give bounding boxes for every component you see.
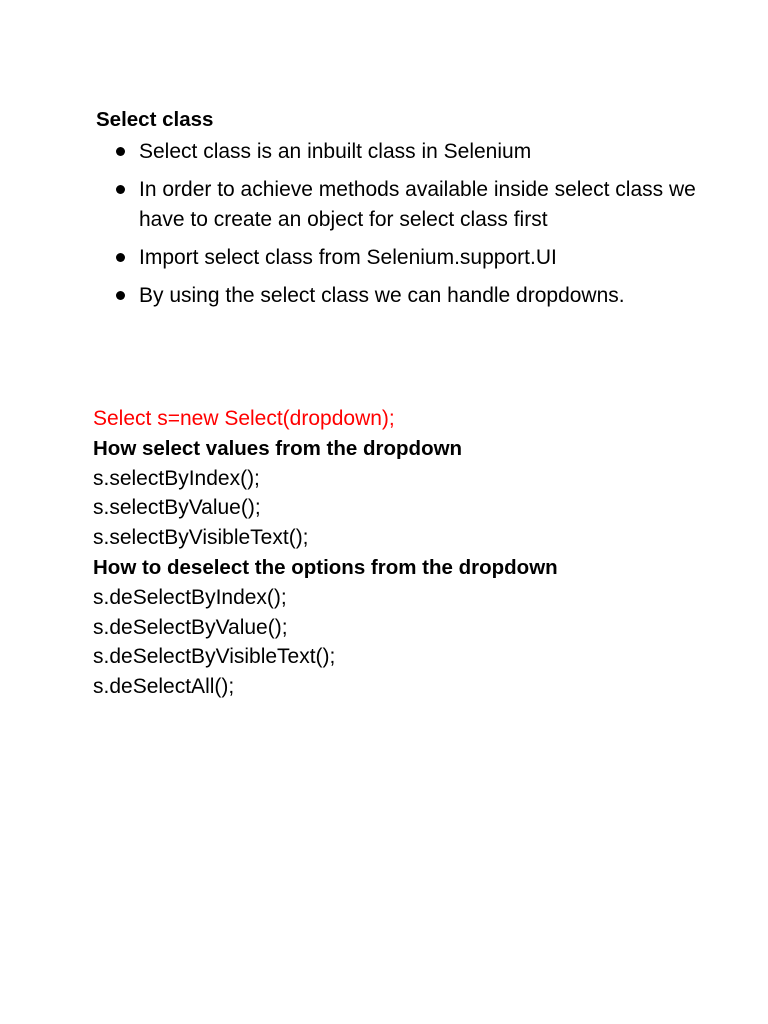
select-method-line: s.selectByValue(); [93, 496, 261, 520]
select-method-line: s.selectByIndex(); [93, 466, 260, 490]
bullet-item [116, 175, 696, 235]
bullet-item [116, 243, 696, 273]
deselect-method-line: s.deSelectAll(); [93, 675, 235, 699]
bullet-text: Import select class from Selenium.support.UI [139, 246, 557, 269]
select-method-line: s.selectByVisibleText(); [93, 526, 309, 550]
bullet-text: In order to achieve methods available inside select class we have to create an object for select class first [139, 178, 696, 231]
deselect-method-line: s.deSelectByVisibleText(); [93, 645, 336, 669]
bullet-text: Select class is an inbuilt class in Selenium [139, 140, 532, 163]
bullet-dot-icon [116, 185, 125, 194]
bullet-text: By using the select class we can handle dropdowns. [139, 284, 625, 307]
deselect-method-line: s.deSelectByIndex(); [93, 585, 287, 609]
deselect-heading: How to deselect the options from the dropdown [93, 555, 558, 579]
bullet-dot-icon [116, 147, 125, 156]
select-heading: How select values from the dropdown [93, 436, 463, 460]
bullet-dot-icon [116, 291, 125, 300]
bullet-list [116, 137, 696, 319]
code-block [93, 404, 713, 702]
bullet-item [116, 281, 696, 311]
section-heading: Select class [96, 108, 214, 131]
deselect-method-line: s.deSelectByValue(); [93, 615, 288, 639]
bullet-item [116, 137, 696, 167]
declaration-line: Select s=new Select(dropdown); [93, 407, 395, 430]
bullet-dot-icon [116, 253, 125, 262]
